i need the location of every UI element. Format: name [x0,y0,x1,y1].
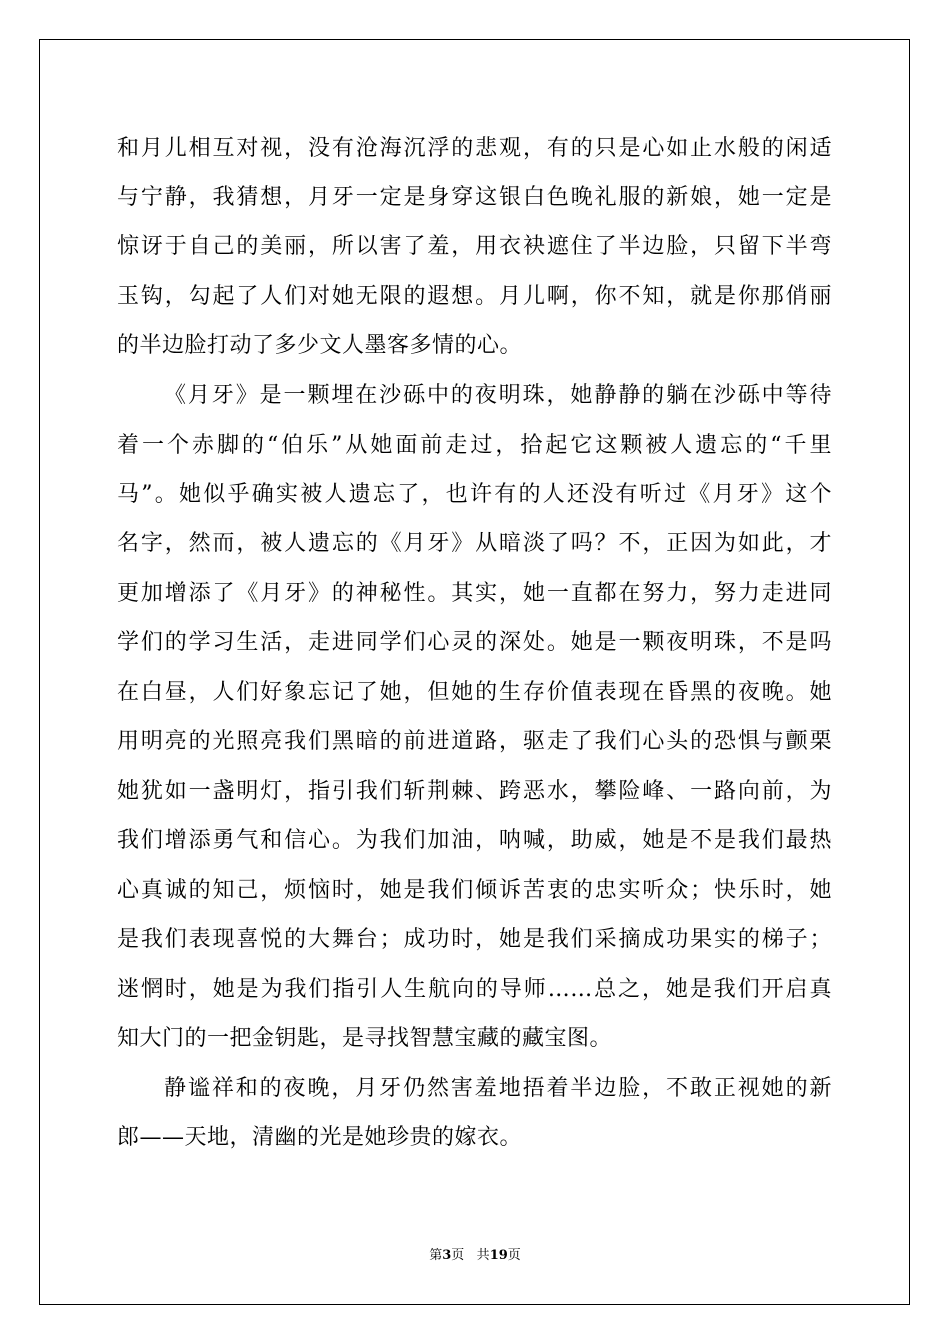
text-line: 马”。她似乎确实被人遗忘了，也许有的人还没有听过《月牙》这个 [117,482,832,507]
text-line: 玉钩，勾起了人们对她无限的遐想。月儿啊，你不知，就是你那俏丽 [117,284,832,309]
text-line: 惊讶于自己的美丽，所以害了羞，用衣袂遮住了半边脸，只留下半弯 [117,234,832,259]
text-line: 与宁静，我猜想，月牙一定是身穿这银白色晚礼服的新娘，她一定是 [117,185,832,210]
text-line: 用明亮的光照亮我们黑暗的前进道路，驱走了我们心头的恐惧与颤栗 [117,729,832,754]
text-line: 的半边脸打动了多少文人墨客多情的心。 [117,333,523,358]
text-line: 知大门的一把金钥匙，是寻找智慧宝藏的藏宝图。 [117,1026,613,1051]
text-line: 学们的学习生活，走进同学们心灵的深处。她是一颗夜明珠，不是吗 [117,630,832,655]
text-line: 在白昼，人们好象忘记了她，但她的生存价值表现在昏黑的夜晚。她 [117,680,832,705]
text-line: 我们增添勇气和信心。为我们加油，呐喊，助威，她是不是我们最热 [117,828,832,853]
page-border [39,39,910,1305]
page-number: 3 [442,1248,452,1263]
text-line: 迷惘时，她是为我们指引人生航向的导师……总之，她是我们开启真 [117,977,832,1002]
page-suffix: 页 [451,1248,465,1263]
text-line: 和月儿相互对视，没有沧海沉浮的悲观，有的只是心如止水般的闲适 [117,136,832,161]
total-pages: 19 [489,1248,508,1263]
text-line: 名字，然而，被人遗忘的《月牙》从暗淡了吗？不，正因为如此，才 [117,531,832,556]
total-suffix: 页 [507,1248,521,1263]
text-line: 她犹如一盏明灯，指引我们斩荆棘、跨恶水，攀险峰、一路向前，为 [117,779,832,804]
total-label: 共 [476,1248,490,1263]
text-line: 心真诚的知己，烦恼时，她是我们倾诉苦衷的忠实听众；快乐时，她 [117,878,832,903]
text-line: 更加增添了《月牙》的神秘性。其实，她一直都在努力，努力走进同 [117,581,832,606]
page-label: 第 [429,1248,443,1263]
text-line: 静谧祥和的夜晚，月牙仍然害羞地捂着半边脸，不敢正视她的新 [164,1076,832,1101]
text-line: 是我们表现喜悦的大舞台；成功时，她是我们采摘成功果实的梯子； [117,927,832,952]
text-line: 《月牙》是一颗埋在沙砾中的夜明珠，她静静的躺在沙砾中等待 [164,383,832,408]
page-footer [0,1247,950,1265]
text-line: 郎——天地，清幽的光是她珍贵的嫁衣。 [117,1125,523,1150]
text-line: 着一个赤脚的“伯乐”从她面前走过，拾起它这颗被人遗忘的“千里 [117,433,832,458]
